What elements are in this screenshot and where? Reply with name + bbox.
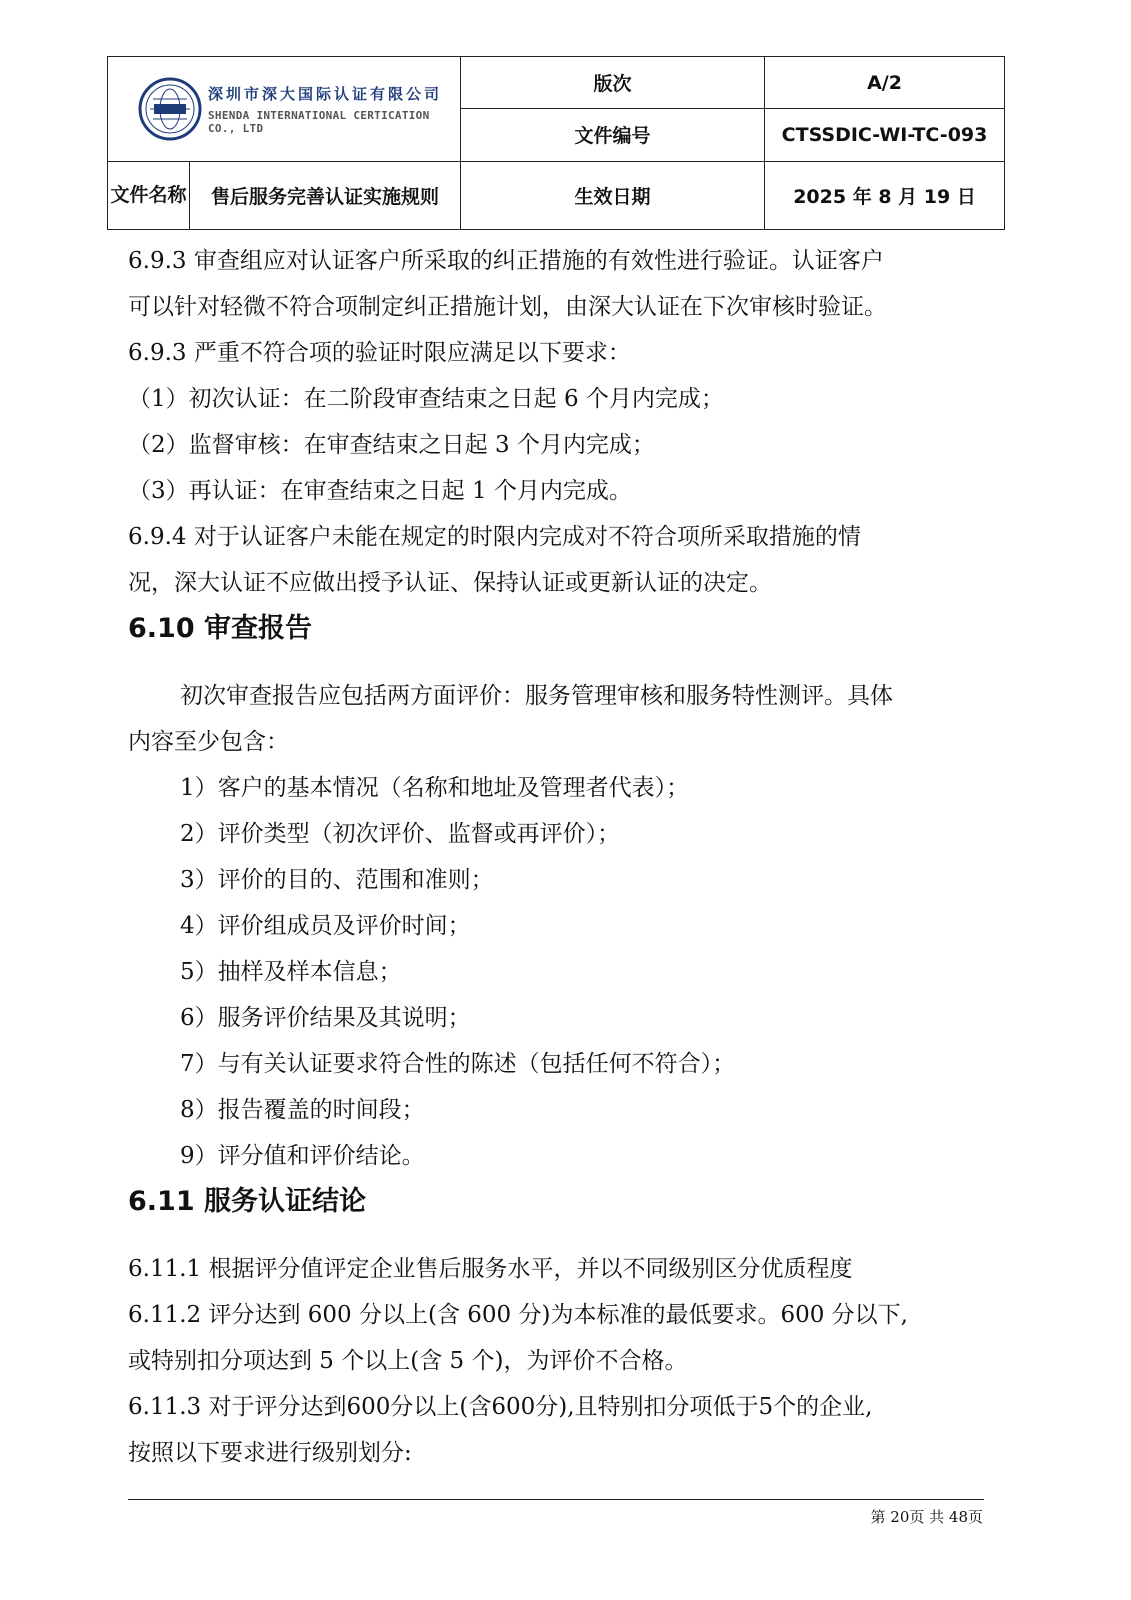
report-item-5: 5）抽样及样本信息； [180,959,402,985]
verification-item-2: （2）监督审核：在审查结束之日起 3 个月内完成； [128,432,655,458]
report-item-4: 4）评价组成员及评价时间； [180,913,471,939]
verification-item-3: （3）再认证：在审查结束之日起 1 个月内完成。 [128,478,632,504]
document-body [128,238,1008,1476]
document-header-table [107,56,1005,230]
effective-date-value: 2025 年 8 月 19 日 [765,161,1005,229]
paragraph-693a-line2: 可以针对轻微不符合项制定纠正措施计划，由深大认证在下次审核时验证。 [128,294,887,320]
document-name-value: 售后服务完善认证实施规则 [190,161,461,229]
section-heading-6-11: 6.11 服务认证结论 [128,1186,367,1217]
section-heading-6-10: 6.10 审查报告 [128,613,313,644]
report-intro-line2: 内容至少包含： [128,729,289,755]
document-number-label: 文件编号 [461,109,765,161]
paragraph-6111: 6.11.1 根据评分值评定企业售后服务水平，并以不同级别区分优质程度 [128,1256,853,1282]
report-item-2: 2）评价类型（初次评价、监督或再评价）； [180,821,621,847]
company-name-cn: 深圳市深大国际认证有限公司 [208,84,443,103]
paragraph-693b: 6.9.3 严重不符合项的验证时限应满足以下要求： [128,340,631,366]
paragraph-6112-line2: 或特别扣分项达到 5 个以上(含 5 个)，为评价不合格。 [128,1348,688,1374]
paragraph-6113-line2: 按照以下要求进行级别划分: [128,1440,412,1466]
company-logo-cell [108,57,461,162]
paragraph-6112-line1: 6.11.2 评分达到 600 分以上(含 600 分)为本标准的最低要求。600 分以下, [128,1302,908,1328]
company-name-en: SHENDA INTERNATIONAL CERTICATION CO., LTD [208,108,430,135]
effective-date-label: 生效日期 [461,161,765,229]
report-item-9: 9）评分值和评价结论。 [180,1143,425,1169]
report-item-1: 1）客户的基本情况（名称和地址及管理者代表）； [180,775,690,801]
paragraph-693a-line1: 6.9.3 审查组应对认证客户所采取的纠正措施的有效性进行验证。认证客户 [128,248,884,274]
paragraph-694-line2: 况，深大认证不应做出授予认证、保持认证或更新认证的决定。 [128,570,772,596]
report-item-6: 6）服务评价结果及其说明； [180,1005,471,1031]
report-item-7: 7）与有关认证要求符合性的陈述（包括任何不符合）； [180,1051,736,1077]
version-label: 版次 [461,57,765,109]
report-item-3: 3）评价的目的、范围和准则； [180,867,494,893]
page-number: 第 20页 共 48页 [870,1508,983,1526]
company-seal-logo [138,77,202,141]
verification-item-1: （1）初次认证：在二阶段审查结束之日起 6 个月内完成； [128,386,724,412]
report-item-8: 8）报告覆盖的时间段； [180,1097,425,1123]
footer-divider [128,1499,984,1500]
document-number-value: CTSSDIC-WI-TC-093 [765,109,1005,161]
report-intro-line1: 初次审查报告应包括两方面评价：服务管理审核和服务特性测评。具体 [180,683,893,709]
version-value: A/2 [765,57,1005,109]
paragraph-694-line1: 6.9.4 对于认证客户未能在规定的时限内完成对不符合项所采取措施的情 [128,524,861,550]
paragraph-6113-line1: 6.11.3 对于评分达到600分以上(含600分),且特别扣分项低于5个的企业, [128,1394,873,1420]
document-name-label: 文件名称 [108,161,190,229]
